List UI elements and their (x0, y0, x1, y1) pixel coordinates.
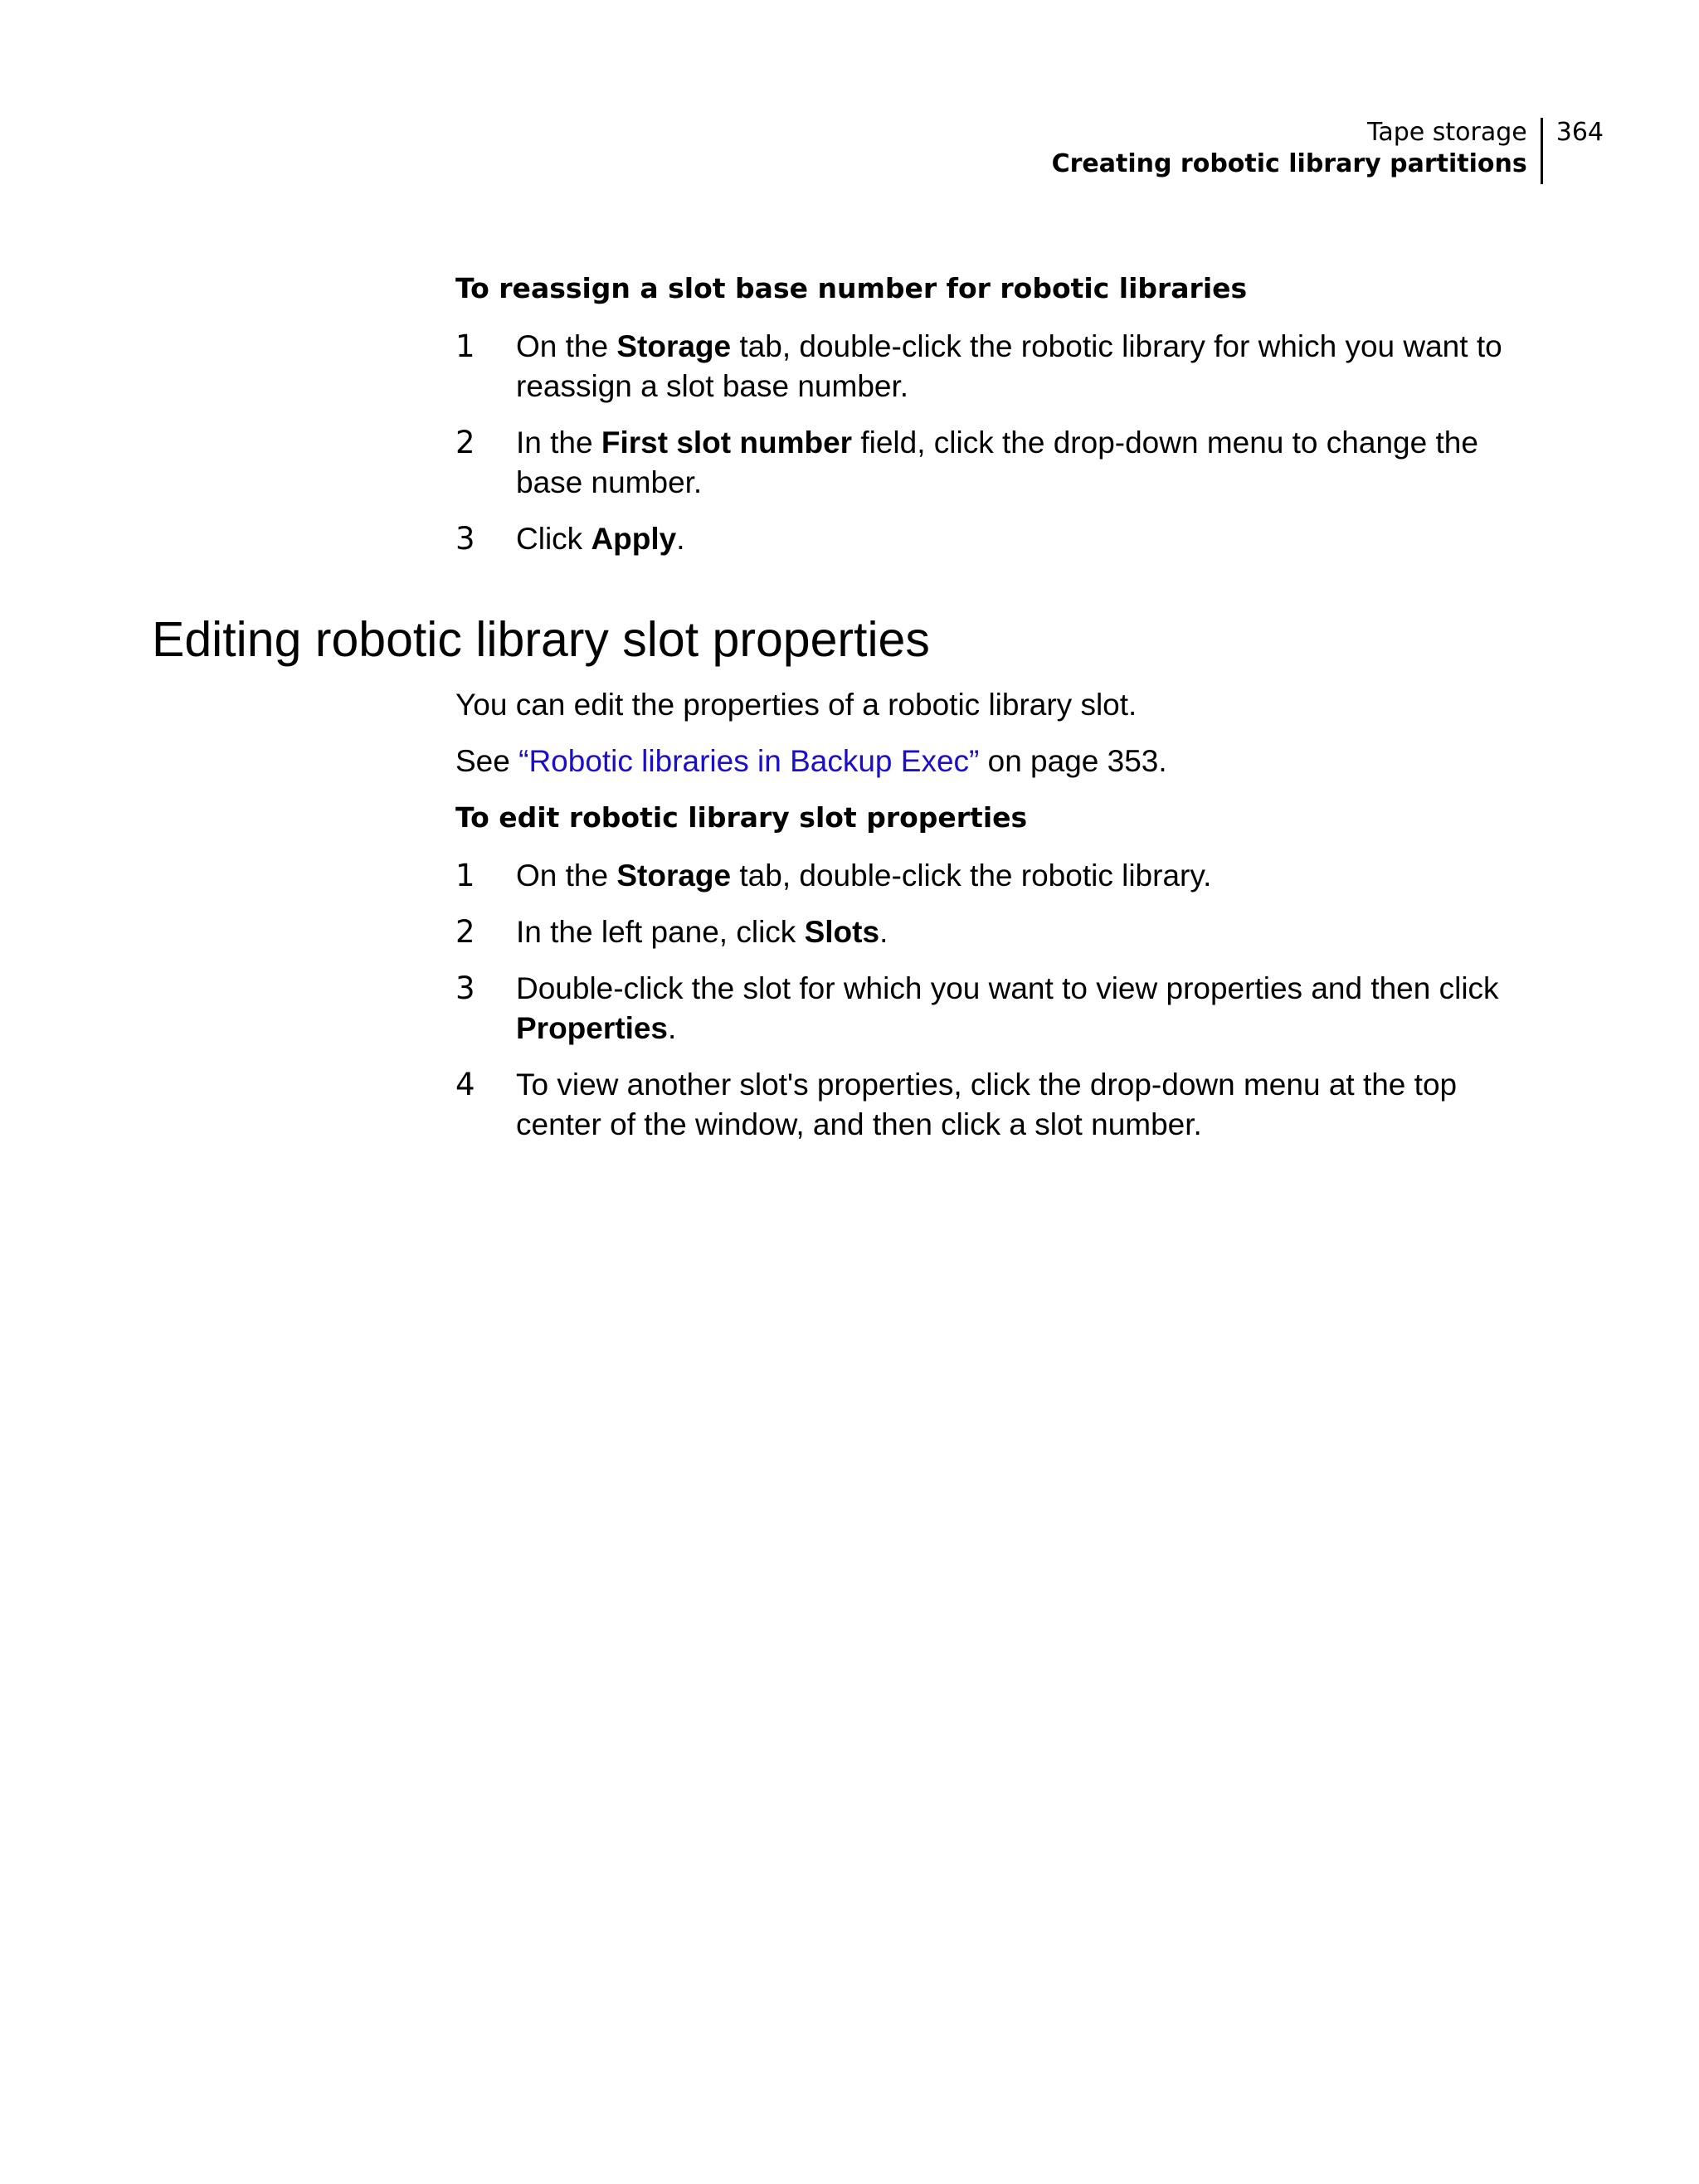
procedure-steps-edit-slot (455, 856, 1551, 1161)
ui-term-first-slot-number: First slot number (601, 426, 853, 460)
header-chapter-title: Tape storage (1366, 118, 1527, 147)
procedure-step (455, 912, 1551, 952)
step-text: On the Storage tab, double-click the robotic library. (516, 859, 1212, 893)
running-header (1052, 118, 1604, 184)
header-section-title: Creating robotic library partitions (1051, 149, 1527, 178)
step-text: In the First slot number field, click the drop-down menu to change the base number. (516, 426, 1478, 499)
step-text: Click Apply. (516, 522, 685, 556)
ui-term-slots: Slots (804, 915, 880, 949)
procedure-title-edit-slot: To edit robotic library slot properties (455, 801, 1028, 834)
step-number: 1 (455, 858, 475, 893)
step-number: 4 (455, 1067, 475, 1102)
ui-term-storage: Storage (616, 329, 732, 363)
page-number: 364 (1555, 118, 1604, 147)
cross-reference-link[interactable]: “Robotic libraries in Backup Exec” (518, 744, 980, 778)
section-intro: You can edit the properties of a robotic library slot. (455, 688, 1137, 722)
procedure-step (455, 856, 1551, 896)
step-number: 1 (455, 328, 475, 364)
procedure-step (455, 519, 1551, 559)
procedure-step (455, 969, 1551, 1048)
procedure-step (455, 327, 1551, 406)
step-number: 3 (455, 521, 475, 557)
ui-term-properties: Properties (516, 1011, 669, 1045)
header-titles (1052, 118, 1541, 181)
ui-term-apply: Apply (591, 522, 677, 556)
procedure-title-reassign: To reassign a slot base number for robotic libraries (455, 272, 1248, 304)
step-text: Double-click the slot for which you want to view properties and then click Properties. (516, 971, 1499, 1045)
procedure-step (455, 423, 1551, 503)
step-number: 2 (455, 425, 475, 460)
ui-term-storage: Storage (616, 859, 732, 893)
procedure-step (455, 1065, 1551, 1145)
step-text: On the Storage tab, double-click the robotic library for which you want to reassign a slot base number. (516, 329, 1502, 403)
step-text: In the left pane, click Slots. (516, 915, 888, 949)
procedure-steps-reassign (455, 327, 1551, 576)
section-heading: Editing robotic library slot properties (152, 612, 930, 667)
step-number: 2 (455, 914, 475, 950)
cross-reference: See “Robotic libraries in Backup Exec” on page 353. (455, 744, 1167, 778)
step-text: To view another slot's properties, click the drop-down menu at the top center of the window, and then click a slot number. (516, 1068, 1458, 1141)
step-number: 3 (455, 970, 475, 1006)
